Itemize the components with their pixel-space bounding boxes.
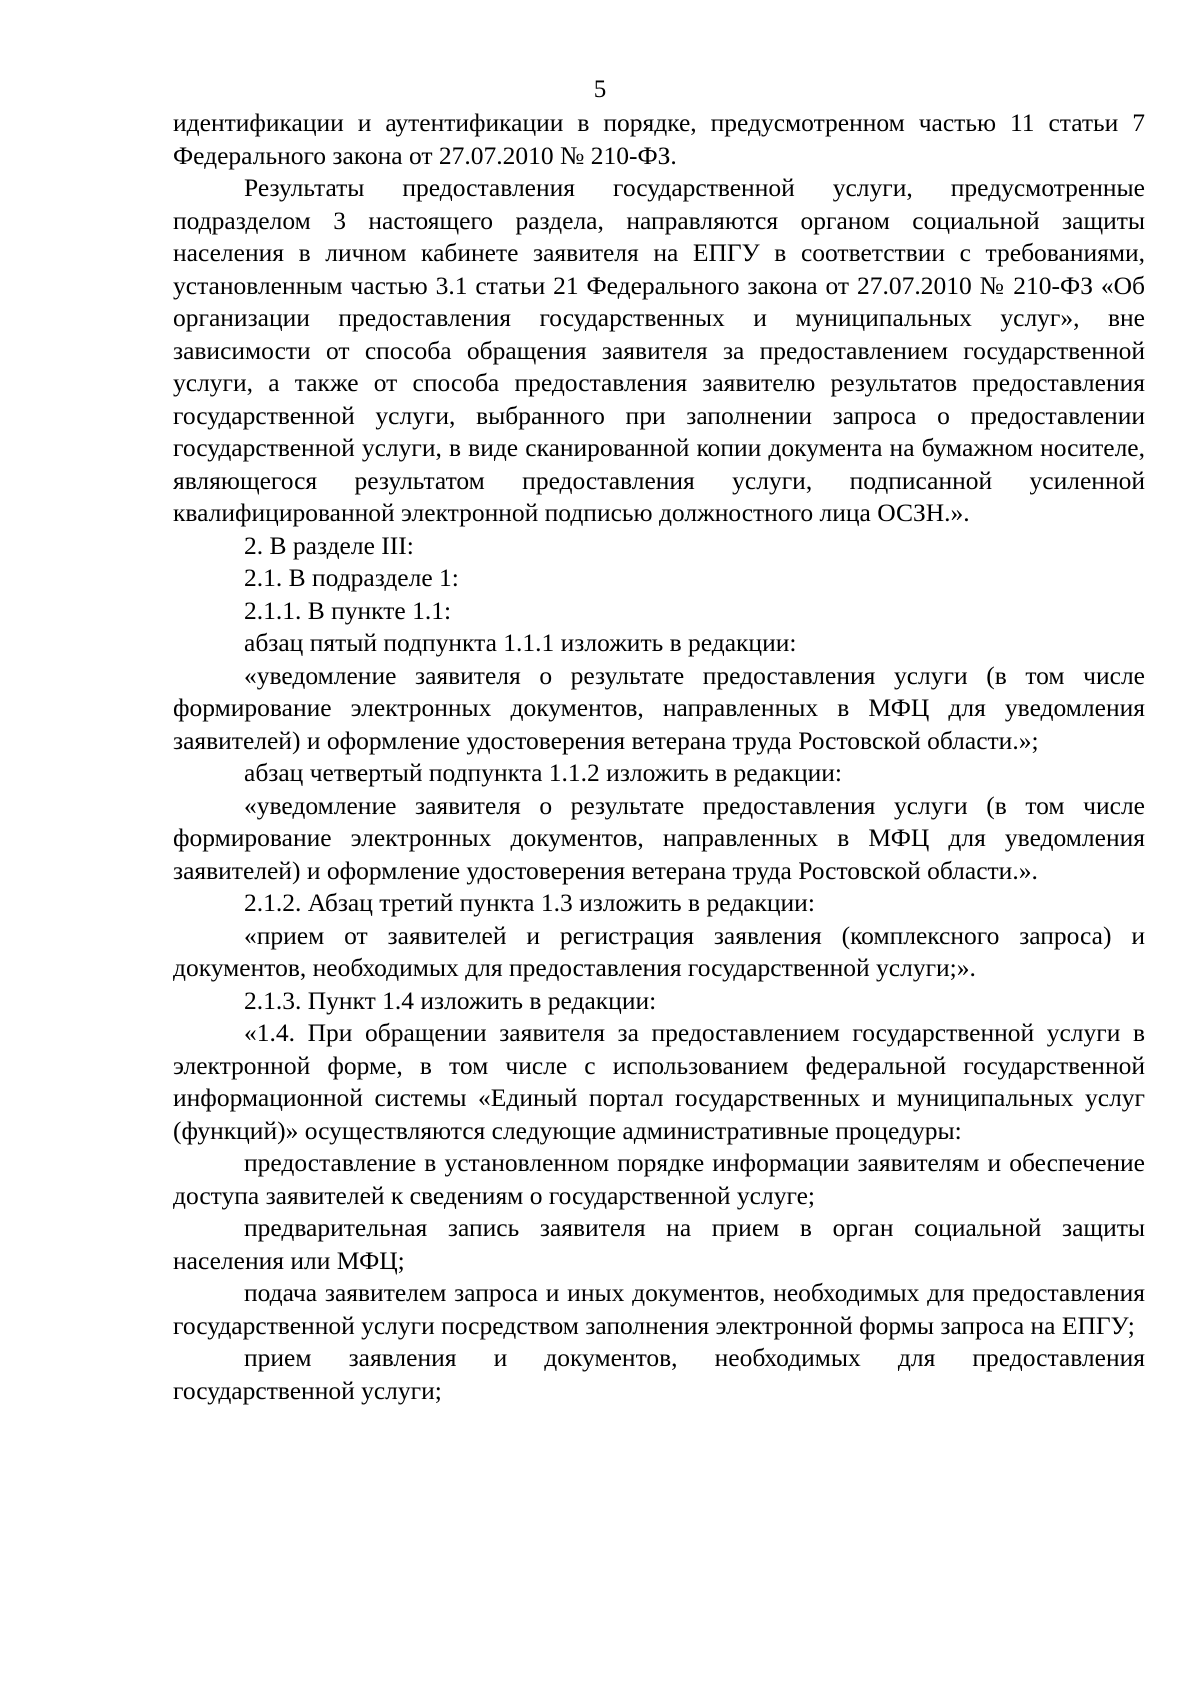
paragraph-1-4-text: «1.4. При обращении заявителя за предоставлением государственной услуги в электронной форме, в том числе с использованием федеральной государственной информационной системы «Единый портал государственных и муниципальных услуг (функций)» осуществляются следующие административные процедуры: bbox=[173, 1018, 1145, 1145]
paragraph-procedure-submission: подача заявителем запроса и иных документов, необходимых для предоставления государственной услуги посредством заполнения электронной формы запроса на ЕПГУ; bbox=[173, 1278, 1145, 1340]
paragraph-2-1-3-instruction: 2.1.3. Пункт 1.4 изложить в редакции: bbox=[244, 985, 657, 1015]
paragraph-1-1-1-instruction: абзац пятый подпункта 1.1.1 изложить в редакции: bbox=[244, 628, 797, 657]
paragraph-1-1-2-text: «уведомление заявителя о результате предоставления услуги (в том числе формирование электронных документов, направленных в МФЦ для уведомления заявителей) и оформление удостоверения ветерана труда Ростовской области.». bbox=[173, 790, 1145, 885]
document-body bbox=[173, 107, 1145, 1407]
paragraph-1-1-1-text: «уведомление заявителя о результате предоставления услуги (в том числе формирование электронных документов, направленных в МФЦ для уведомления заявителей) и оформление удостоверения ветерана труда Ростовской области.»; bbox=[173, 660, 1145, 755]
paragraph-1-1-2-instruction: абзац четвертый подпункта 1.1.2 изложить в редакции: bbox=[244, 758, 842, 787]
paragraph-point-1-1-heading: 2.1.1. В пункте 1.1: bbox=[244, 595, 452, 625]
paragraph-2-1-2-instruction: 2.1.2. Абзац третий пункта 1.3 изложить в редакции: bbox=[244, 888, 815, 917]
paragraph-results: Результаты предоставления государственной услуги, предусмотренные подразделом 3 настоящего раздела, направляются органом социальной защиты населения в личном кабинете заявителя на ЕПГУ в соответствии с требованиями, установленным частью 3.1 статьи 21 Федерального закона от 27.07.2010 № 210-ФЗ «Об организации предоставления государственных и муниципальных услуг», вне зависимости от способа обращения заявителя за предоставлением государственной услуги, а также от способа предоставления заявителю результатов предоставления государственной услуги, выбранного при заполнении запроса о предоставлении государственной услуги, в виде сканированной копии документа на бумажном носителе, являющегося результатом предоставления услуги, подписанной усиленной квалифицированной электронной подписью должностного лица ОСЗН.». bbox=[173, 173, 1145, 527]
paragraph-procedure-information: предоставление в установленном порядке информации заявителям и обеспечение доступа заявителей к сведениям о государственной услуге; bbox=[173, 1148, 1145, 1210]
paragraph-continuation: идентификации и аутентификации в порядке, предусмотренном частью 11 статьи 7 Федерального закона от 27.07.2010 № 210-ФЗ. bbox=[173, 108, 1145, 170]
paragraph-procedure-appointment: предварительная запись заявителя на прием в орган социальной защиты населения или МФЦ; bbox=[173, 1213, 1145, 1275]
paragraph-procedure-acceptance: прием заявления и документов, необходимых для предоставления государственной услуги; bbox=[173, 1343, 1145, 1405]
paragraph-section-3-heading: 2. В разделе III: bbox=[244, 530, 414, 560]
paragraph-2-1-2-text: «прием от заявителей и регистрация заявления (комплексного запроса) и документов, необходимых для предоставления государственной услуги;». bbox=[173, 920, 1145, 982]
page-number: 5 bbox=[593, 76, 607, 103]
paragraph-subsection-1-heading: 2.1. В подразделе 1: bbox=[244, 563, 459, 592]
